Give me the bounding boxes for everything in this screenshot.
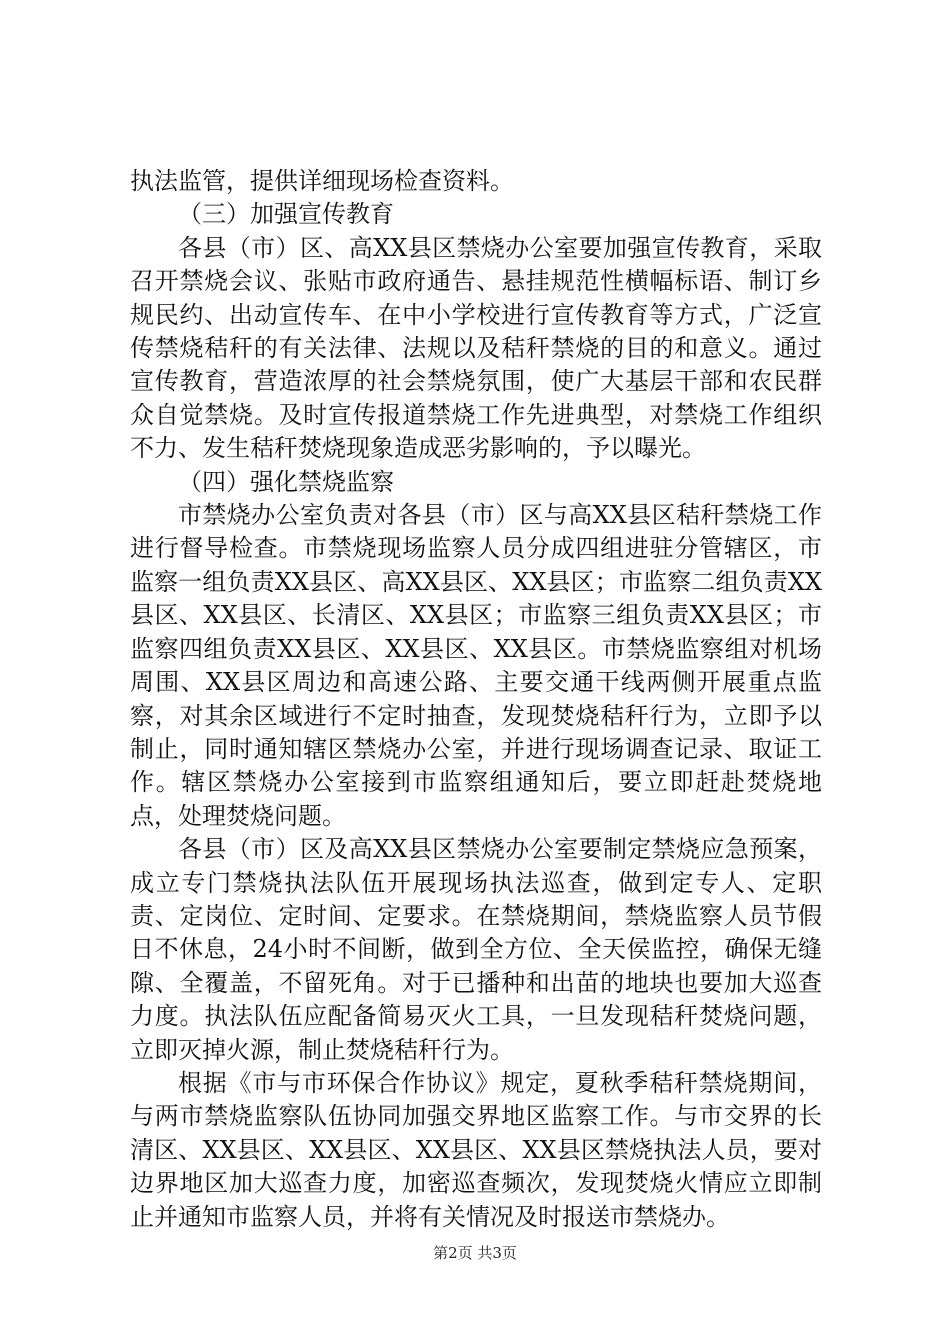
paragraph-continuation: 执法监管，提供详细现场检查资料。: [130, 167, 514, 195]
paragraph-publicity: 各县（市）区、高XX县区禁烧办公室要加强宣传教育，采取召开禁烧会议、张贴市政府通告、悬挂规范性横幅标语、制订乡规民约、出动宣传车、在中小学校进行宣传教育等方式，广泛宣传禁烧秸秆的有关法律、法规以及秸秆禁烧的目的和意义。通过宣传教育，营造浓厚的社会禁烧氛围，使广大基层干部和农民群众自觉禁烧。及时宣传报道禁烧工作先进典型，对禁烧工作组织不力、发生秸秆焚烧现象造成恶劣影响的，予以曝光。: [130, 233, 822, 463]
page-number: 第2页 共3页: [433, 1244, 517, 1262]
section-heading-3: （三）加强宣传教育: [178, 200, 394, 229]
paragraph-emergency-plan: 各县（市）区及高XX县区禁烧办公室要制定禁烧应急预案，成立专门禁烧执法队伍开展现场执法巡查，做到定专人、定职责、定岗位、定时间、定要求。在禁烧期间，禁烧监察人员节假日不休息，24小时不间断，做到全方位、全天侯监控，确保无缝隙、全覆盖，不留死角。对于已播种和出苗的地块也要加大巡查力度。执法队伍应配备简易灭火工具，一旦发现秸秆焚烧问题，立即灭掉火源，制止焚烧秸秆行为。: [130, 835, 822, 1064]
document-body: [130, 165, 822, 1234]
paragraph-border-cooperation: 根据《市与市环保合作协议》规定，夏秋季秸秆禁烧期间，与两市禁烧监察队伍协同加强交界地区监察工作。与市交界的长清区、XX县区、XX县区、XX县区、XX县区禁烧执法人员，要对边界地区加大巡查力度，加密巡查频次，发现焚烧火情应立即制止并通知市监察人员，并将有关情况及时报送市禁烧办。: [130, 1068, 822, 1231]
section-heading-4: （四）强化禁烧监察: [178, 467, 394, 496]
paragraph-supervision: 市禁烧办公室负责对各县（市）区与高XX县区秸秆禁烧工作进行督导检查。市禁烧现场监察人员分成四组进驻分管辖区，市监察一组负责XX县区、高XX县区、XX县区；市监察二组负责XX县区、XX县区、长清区、XX县区；市监察三组负责XX县区；市监察四组负责XX县区、XX县区、XX县区。市禁烧监察组对机场周围、XX县区周边和高速公路、主要交通干线两侧开展重点监察，对其余区域进行不定时抽查，发现焚烧秸秆行为，立即予以制止，同时通知辖区禁烧办公室，并进行现场调查记录、取证工作。辖区禁烧办公室接到市监察组通知后，要立即赶赴焚烧地点，处理焚烧问题。: [130, 501, 822, 830]
